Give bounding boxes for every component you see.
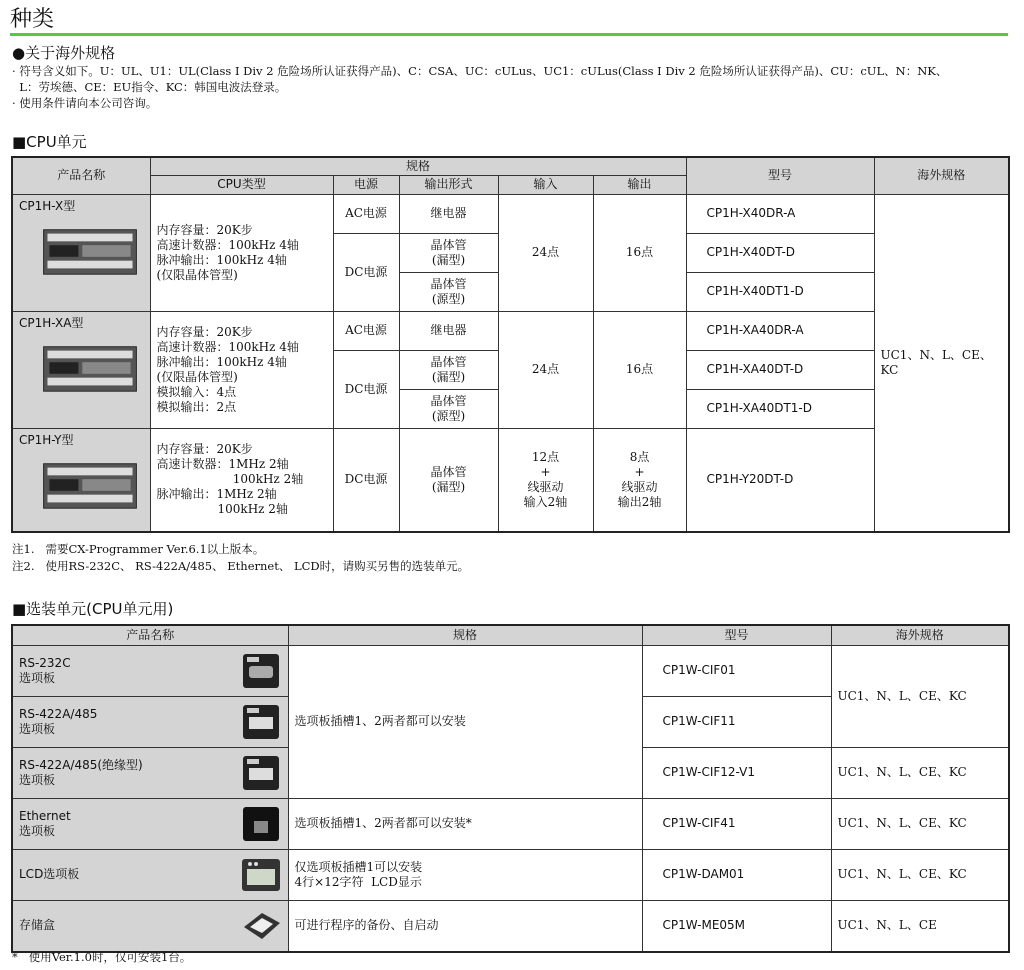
cpu-heading: ■CPU单元 [12,133,87,151]
col-spec: 规格 [150,157,686,175]
model-cell: CP1H-Y20DT-D [686,428,874,532]
model-cell: CP1H-X40DT1-D [686,272,874,311]
cpu-type-cell: 内存容量：20K步 高速计数器：100kHz 4轴 脉冲输出：100kHz 4轴 (仅限晶体管型) 模拟输入：4点 模拟输出：2点 [150,311,333,428]
col-spec: 规格 [288,625,642,645]
product-name: Ethernet 选项板 [19,808,71,838]
model-cell: CP1H-XA40DR-A [686,311,874,350]
product-name: RS-422A/485(绝缘型) 选项板 [19,757,143,787]
table-row [12,798,1009,849]
model-cell: CP1W-CIF41 [642,798,831,849]
table-row [12,194,1009,233]
overseas-cell: UC1、N、L、CE、KC [831,849,1009,900]
table-row [12,900,1009,952]
ethernet-board-icon [240,803,282,845]
product-cell [12,696,288,747]
product-name: RS-232C 选项板 [19,655,71,685]
title-rule [10,33,1008,36]
col-overseas: 海外规格 [874,157,1009,194]
power-cell: DC电源 [333,428,399,532]
model-cell: CP1H-XA40DT1-D [686,389,874,428]
table-row [12,428,1009,532]
col-power: 电源 [333,175,399,194]
rs422-isolated-board-icon [240,752,282,794]
product-cell [12,194,150,311]
model-cell: CP1W-CIF01 [642,645,831,696]
product-name: LCD选项板 [19,867,80,881]
output-form-cell: 晶体管 (源型) [399,272,498,311]
cpu-type-cell: 内存容量：20K步 高速计数器：1MHz 2轴 100kHz 2轴 脉冲输出：1MHz 2轴 100kHz 2轴 [150,428,333,532]
product-name: CP1H-Y型 [19,432,74,447]
input-cell: 24点 [498,311,593,428]
options-footnote: * 使用Ver.1.0时，仅可安装1台。 [12,950,192,964]
col-input: 输入 [498,175,593,194]
output-form-cell: 晶体管 (漏型) [399,233,498,272]
overseas-heading: ●关于海外规格 [12,44,116,62]
rs232c-board-icon [240,650,282,692]
table-row [12,311,1009,350]
col-cpu-type: CPU类型 [150,175,333,194]
overseas-cell: UC1、N、L、CE、KC [831,798,1009,849]
power-cell: DC电源 [333,233,399,311]
plc-unit-icon [41,456,139,514]
cpu-note-2: 注2. 使用RS-232C、 RS-422A/485、 Ethernet、 LCD时，请购买另售的选装单元。 [12,559,470,573]
rs422-board-icon [240,701,282,743]
spec-cell: 仅选项板插槽1可以安装 4行×12字符 LCD显示 [288,849,642,900]
model-cell: CP1W-ME05M [642,900,831,952]
product-cell [12,645,288,696]
spec-cell: 选项板插槽1、2两者都可以安装* [288,798,642,849]
overseas-cell: UC1、N、L、CE、KC [831,645,1009,747]
cpu-note-1: 注1. 需要CX-Programmer Ver.6.1以上版本。 [12,542,265,556]
model-cell: CP1W-CIF11 [642,696,831,747]
col-product: 产品名称 [12,157,150,194]
table-row [12,645,1009,696]
output-form-cell: 晶体管 (漏型) [399,428,498,532]
col-model: 型号 [642,625,831,645]
cpu-type-cell: 内存容量：20K步 高速计数器：100kHz 4轴 脉冲输出：100kHz 4轴 (仅限晶体管型) [150,194,333,311]
overseas-line-2: L：劳埃德、CE：EU指令、KC：韩国电波法登录。 [12,80,287,94]
col-output-form: 输出形式 [399,175,498,194]
product-name: CP1H-XA型 [19,315,84,330]
output-cell: 16点 [593,194,686,311]
model-cell: CP1W-CIF12-V1 [642,747,831,798]
options-heading: ■选装单元(CPU单元用) [12,600,174,618]
product-cell [12,311,150,428]
product-cell [12,747,288,798]
product-cell [12,798,288,849]
options-table [11,624,1010,953]
overseas-line-3: · 使用条件请向本公司咨询。 [12,96,158,110]
col-product: 产品名称 [12,625,288,645]
power-cell: AC电源 [333,194,399,233]
output-form-cell: 晶体管 (漏型) [399,350,498,389]
model-cell: CP1H-X40DR-A [686,194,874,233]
model-cell: CP1H-XA40DT-D [686,350,874,389]
spec-cell: 选项板插槽1、2两者都可以安装 [288,645,642,798]
product-cell [12,849,288,900]
output-cell: 16点 [593,311,686,428]
plc-unit-icon [41,222,139,280]
input-cell: 12点 + 线驱动 输入2轴 [498,428,593,532]
cpu-table [11,156,1010,533]
product-cell [12,900,288,952]
product-name: CP1H-X型 [19,198,76,213]
col-output: 输出 [593,175,686,194]
model-cell: CP1W-DAM01 [642,849,831,900]
output-form-cell: 继电器 [399,194,498,233]
model-cell: CP1H-X40DT-D [686,233,874,272]
col-overseas: 海外规格 [831,625,1009,645]
input-cell: 24点 [498,194,593,311]
page-title: 种类 [10,7,55,32]
output-cell: 8点 + 线驱动 输出2轴 [593,428,686,532]
output-form-cell: 继电器 [399,311,498,350]
power-cell: AC电源 [333,311,399,350]
power-cell: DC电源 [333,350,399,428]
overseas-line-1: · 符号含义如下。U：UL、U1：UL(Class I Div 2 危险场所认证获得产品)、C：CSA、UC：cULus、UC1：cULus(Class I Div 2 危险场所认证获得产品)、CU：cUL、N：NK、 [12,64,948,78]
overseas-cell: UC1、N、L、CE [831,900,1009,952]
overseas-cell: UC1、N、L、CE、KC [831,747,1009,798]
product-cell [12,428,150,532]
spec-cell: 可进行程序的备份、自启动 [288,900,642,952]
table-row [12,849,1009,900]
overseas-cell: UC1、N、L、CE、 KC [874,194,1009,532]
col-model: 型号 [686,157,874,194]
lcd-board-icon [240,854,282,896]
output-form-cell: 晶体管 (源型) [399,389,498,428]
product-name: 存储盒 [19,918,56,932]
plc-unit-icon [41,339,139,397]
memory-cassette-icon [240,905,282,947]
product-name: RS-422A/485 选项板 [19,706,98,736]
